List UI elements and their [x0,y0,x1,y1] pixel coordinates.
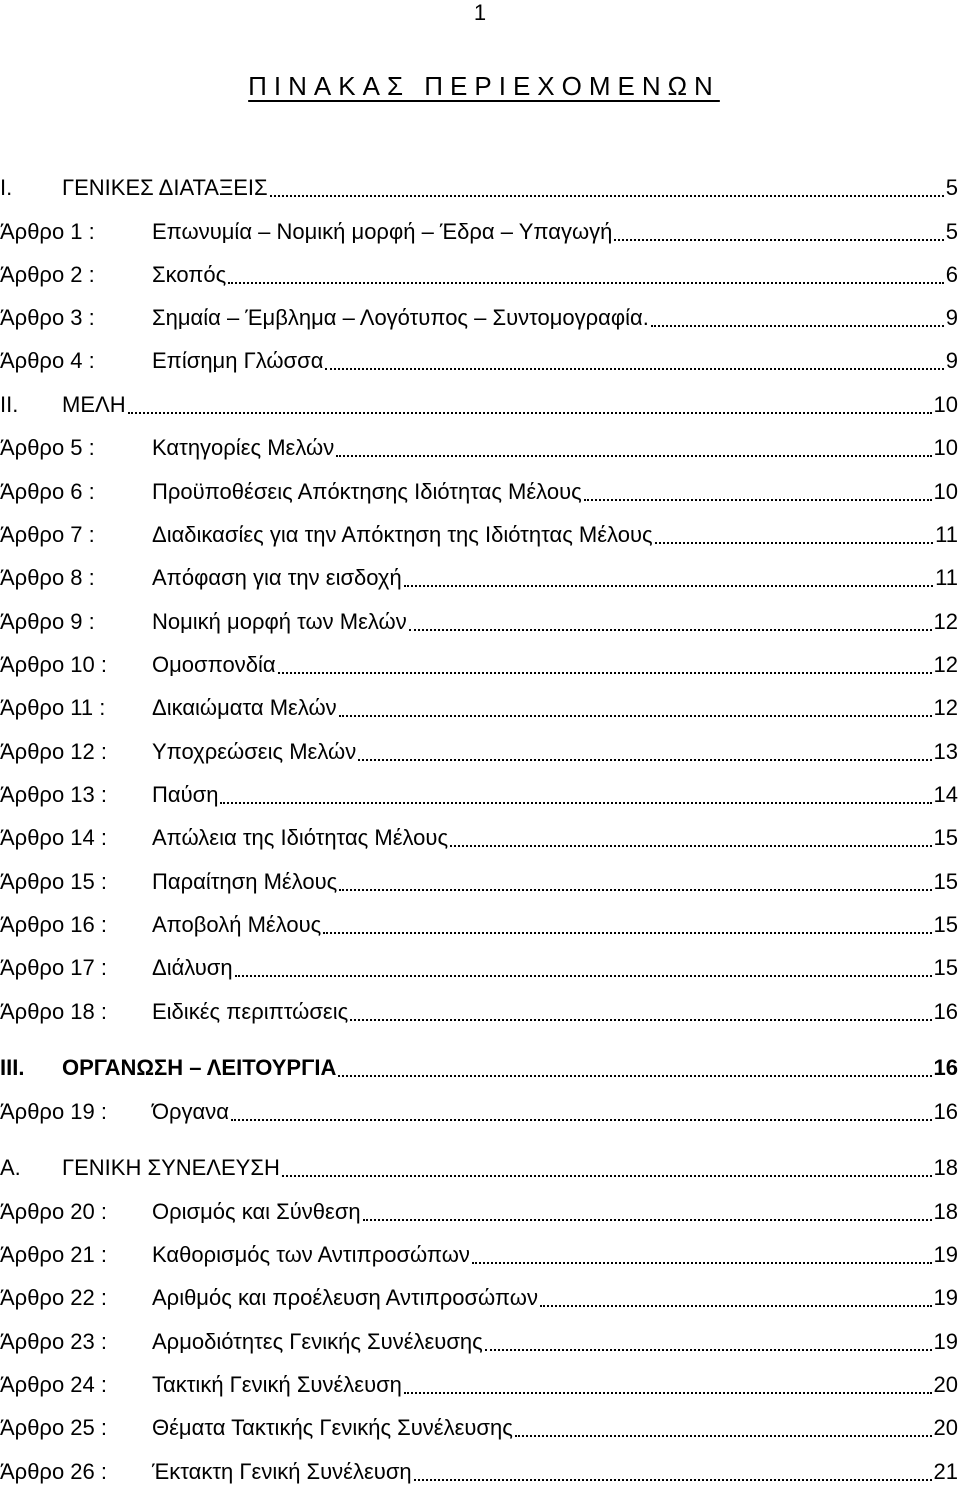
toc-chapter-entry[interactable] [0,1152,958,1182]
toc-article-entry[interactable] [0,1412,958,1442]
toc-entry-page-number: 15 [933,869,958,894]
page-number: 1 [473,0,487,25]
dot-leader [228,262,943,284]
toc-entry-title: Αρμοδιότητες Γενικής Συνέλευσης [152,1329,483,1354]
toc-entry-label: Α. [0,1155,21,1180]
toc-entry-label: ΙΙ. [0,392,19,417]
toc-entry-title: Απώλεια της Ιδιότητας Μέλους [152,825,449,850]
toc-article-entry[interactable] [0,692,958,722]
toc-entry-page-number: 14 [933,782,958,807]
toc-article-entry[interactable] [0,259,958,289]
dot-leader [472,1242,932,1264]
toc-entry-label: Άρθρο 13 : [0,782,107,807]
dot-leader [651,305,944,327]
dot-leader [363,1199,932,1221]
toc-entry-title: Διάλυση [152,955,233,980]
toc-entry-page-number: 20 [933,1415,958,1440]
toc-entry-page-number: 5 [945,219,958,244]
toc-entry-title: Ομοσπονδία [152,652,276,677]
toc-entry-label: Άρθρο 22 : [0,1285,107,1310]
dot-leader [323,912,931,934]
dot-leader [350,999,931,1021]
dot-leader [414,1459,932,1481]
toc-entry-label: Άρθρο 8 : [0,565,95,590]
dot-leader [339,695,932,717]
dot-leader [325,348,943,370]
toc-entry-title: Σημαία – Έμβλημα – Λογότυπος – Συντομογραφία. [152,305,649,330]
toc-article-entry[interactable] [0,216,958,246]
toc-entry-page-number: 20 [933,1372,958,1397]
dot-leader [336,435,931,457]
toc-article-entry[interactable] [0,736,958,766]
toc-entry-page-number: 18 [933,1199,958,1224]
toc-entry-label: Άρθρο 10 : [0,652,107,677]
dot-leader [404,565,933,587]
toc-entry-title: ΜΕΛΗ [62,392,126,417]
toc-entry-label: Άρθρο 5 : [0,435,95,460]
toc-chapter-entry[interactable] [0,389,958,419]
toc-article-entry[interactable] [0,1096,958,1126]
toc-entry-page-number: 11 [935,522,958,547]
toc-chapter-entry[interactable] [0,1052,958,1082]
toc-entry-title: Αριθμός και προέλευση Αντιπροσώπων [152,1285,538,1310]
dot-leader [409,609,932,631]
toc-article-entry[interactable] [0,822,958,852]
toc-entry-title: Παραίτηση Μέλους [152,869,338,894]
toc-entry-title: Όργανα [152,1099,229,1124]
toc-entry-title: Προϋποθέσεις Απόκτησης Ιδιότητας Μέλους [152,479,582,504]
toc-entry-title: ΓΕΝΙΚΗ ΣΥΝΕΛΕΥΣΗ [62,1155,280,1180]
toc-entry-title: Επωνυμία – Νομική μορφή – Έδρα – Υπαγωγή [152,219,613,244]
toc-entry-page-number: 13 [933,739,958,764]
toc-entry-title: Απόφαση για την εισδοχή [152,565,402,590]
toc-article-entry[interactable] [0,1456,958,1486]
toc-entry-page-number: 15 [933,955,958,980]
dot-leader [231,1099,932,1121]
dot-leader [235,955,932,977]
toc-title: ΠΙΝΑΚΑΣ ΠΕΡΙΕΧΟΜΕΝΩΝ [248,71,720,101]
toc-article-entry[interactable] [0,432,958,462]
toc-entry-page-number: 10 [933,435,958,460]
toc-entry-page-number: 12 [933,695,958,720]
toc-entry-title: Τακτική Γενική Συνέλευση [152,1372,402,1397]
toc-entry-title: Νομική μορφή των Μελών [152,609,407,634]
toc-article-entry[interactable] [0,996,958,1026]
dot-leader [540,1285,932,1307]
toc-entry-page-number: 19 [933,1329,958,1354]
toc-entry-label: Άρθρο 20 : [0,1199,107,1224]
dot-leader [220,782,931,804]
toc-entry-title: Παύση [152,782,219,807]
toc-entry-title: Καθορισμός των Αντιπροσώπων [152,1242,470,1267]
toc-entry-title: Διαδικασίες για την Απόκτηση της Ιδιότητας Μέλους [152,522,653,547]
toc-entry-title: Θέματα Τακτικής Γενικής Συνέλευσης [152,1415,513,1440]
toc-entry-label: Άρθρο 18 : [0,999,107,1024]
toc-entry-page-number: 16 [933,1099,958,1124]
toc-entry-label: Άρθρο 9 : [0,609,95,634]
toc-entry-label: Άρθρο 3 : [0,305,95,330]
toc-article-entry[interactable] [0,909,958,939]
toc-entry-title: Υποχρεώσεις Μελών [152,739,357,764]
toc-entry-title: Ορισμός και Σύνθεση [152,1199,361,1224]
toc-entry-title: Δικαιώματα Μελών [152,695,337,720]
toc-entry-page-number: 19 [933,1242,958,1267]
toc-entry-label: Ι. [0,175,13,200]
toc-article-entry[interactable] [0,476,958,506]
toc-entry-page-number: 10 [933,479,958,504]
dot-leader [270,175,944,197]
toc-entry-page-number: 16 [933,1055,958,1080]
dot-leader [278,652,932,674]
toc-entry-label: Άρθρο 12 : [0,739,107,764]
toc-article-entry[interactable] [0,1326,958,1356]
toc-entry-label: Άρθρο 7 : [0,522,95,547]
dot-leader [584,479,932,501]
dot-leader [128,392,932,414]
dot-leader [339,869,931,891]
toc-entry-title: Σκοπός [152,262,227,287]
dot-leader [404,1372,932,1394]
toc-entry-label: Άρθρο 24 : [0,1372,107,1397]
toc-entry-label: Άρθρο 19 : [0,1099,107,1124]
toc-entry-label: Άρθρο 11 : [0,695,106,720]
toc-entry-page-number: 6 [945,262,958,287]
toc-article-entry[interactable] [0,1282,958,1312]
toc-entry-label: Άρθρο 16 : [0,912,107,937]
toc-entry-page-number: 9 [945,348,958,373]
toc-article-entry[interactable] [0,952,958,982]
toc-entry-title: Επίσημη Γλώσσα [152,348,324,373]
toc-entry-page-number: 16 [933,999,958,1024]
toc-entry-page-number: 15 [933,825,958,850]
toc-article-entry[interactable] [0,1239,958,1269]
toc-entry-page-number: 15 [933,912,958,937]
toc-entry-label: Άρθρο 15 : [0,869,107,894]
toc-entry-label: Άρθρο 17 : [0,955,107,980]
toc-article-entry[interactable] [0,866,958,896]
toc-entry-title: Ειδικές περιπτώσεις [152,999,349,1024]
toc-entry-label: Άρθρο 23 : [0,1329,107,1354]
toc-entry-page-number: 18 [933,1155,958,1180]
toc-entry-label: Άρθρο 1 : [0,219,95,244]
toc-entry-page-number: 5 [945,175,958,200]
toc-article-entry[interactable] [0,649,958,679]
toc-article-entry[interactable] [0,779,958,809]
toc-article-entry[interactable] [0,302,958,332]
toc-entry-title: Έκτακτη Γενική Συνέλευση [152,1459,412,1484]
toc-entry-label: Άρθρο 2 : [0,262,95,287]
toc-entry-label: Άρθρο 4 : [0,348,95,373]
toc-entry-title: ΟΡΓΑΝΩΣΗ – ΛΕΙΤΟΥΡΓΙΑ [62,1055,337,1080]
toc-entry-page-number: 11 [935,565,958,590]
toc-entry-title: Κατηγορίες Μελών [152,435,335,460]
toc-article-entry[interactable] [0,519,958,549]
toc-article-entry[interactable] [0,1369,958,1399]
toc-entry-page-number: 19 [933,1285,958,1310]
toc-entry-label: Άρθρο 25 : [0,1415,107,1440]
dot-leader [655,522,934,544]
toc-article-entry[interactable] [0,606,958,636]
toc-entry-label: Άρθρο 6 : [0,479,95,504]
dot-leader [358,739,931,761]
toc-entry-title: ΓΕΝΙΚΕΣ ΔΙΑΤΑΞΕΙΣ [62,175,268,200]
toc-entry-page-number: 9 [945,305,958,330]
toc-entry-label: Άρθρο 14 : [0,825,107,850]
toc-chapter-entry[interactable] [0,172,958,202]
dot-leader [450,825,931,847]
dot-leader [282,1155,932,1177]
dot-leader [515,1415,932,1437]
toc-article-entry[interactable] [0,345,958,375]
toc-entry-page-number: 12 [933,609,958,634]
toc-entry-page-number: 10 [933,392,958,417]
toc-article-entry[interactable] [0,562,958,592]
toc-entry-title: Αποβολή Μέλους [152,912,322,937]
dot-leader [485,1329,932,1351]
dot-leader [614,219,943,241]
toc-entry-page-number: 21 [933,1459,958,1484]
toc-entry-label: Άρθρο 26 : [0,1459,107,1484]
toc-entry-label: ΙΙΙ. [0,1055,25,1080]
toc-entry-label: Άρθρο 21 : [0,1242,107,1267]
toc-entry-page-number: 12 [933,652,958,677]
toc-article-entry[interactable] [0,1196,958,1226]
dot-leader [338,1055,931,1077]
